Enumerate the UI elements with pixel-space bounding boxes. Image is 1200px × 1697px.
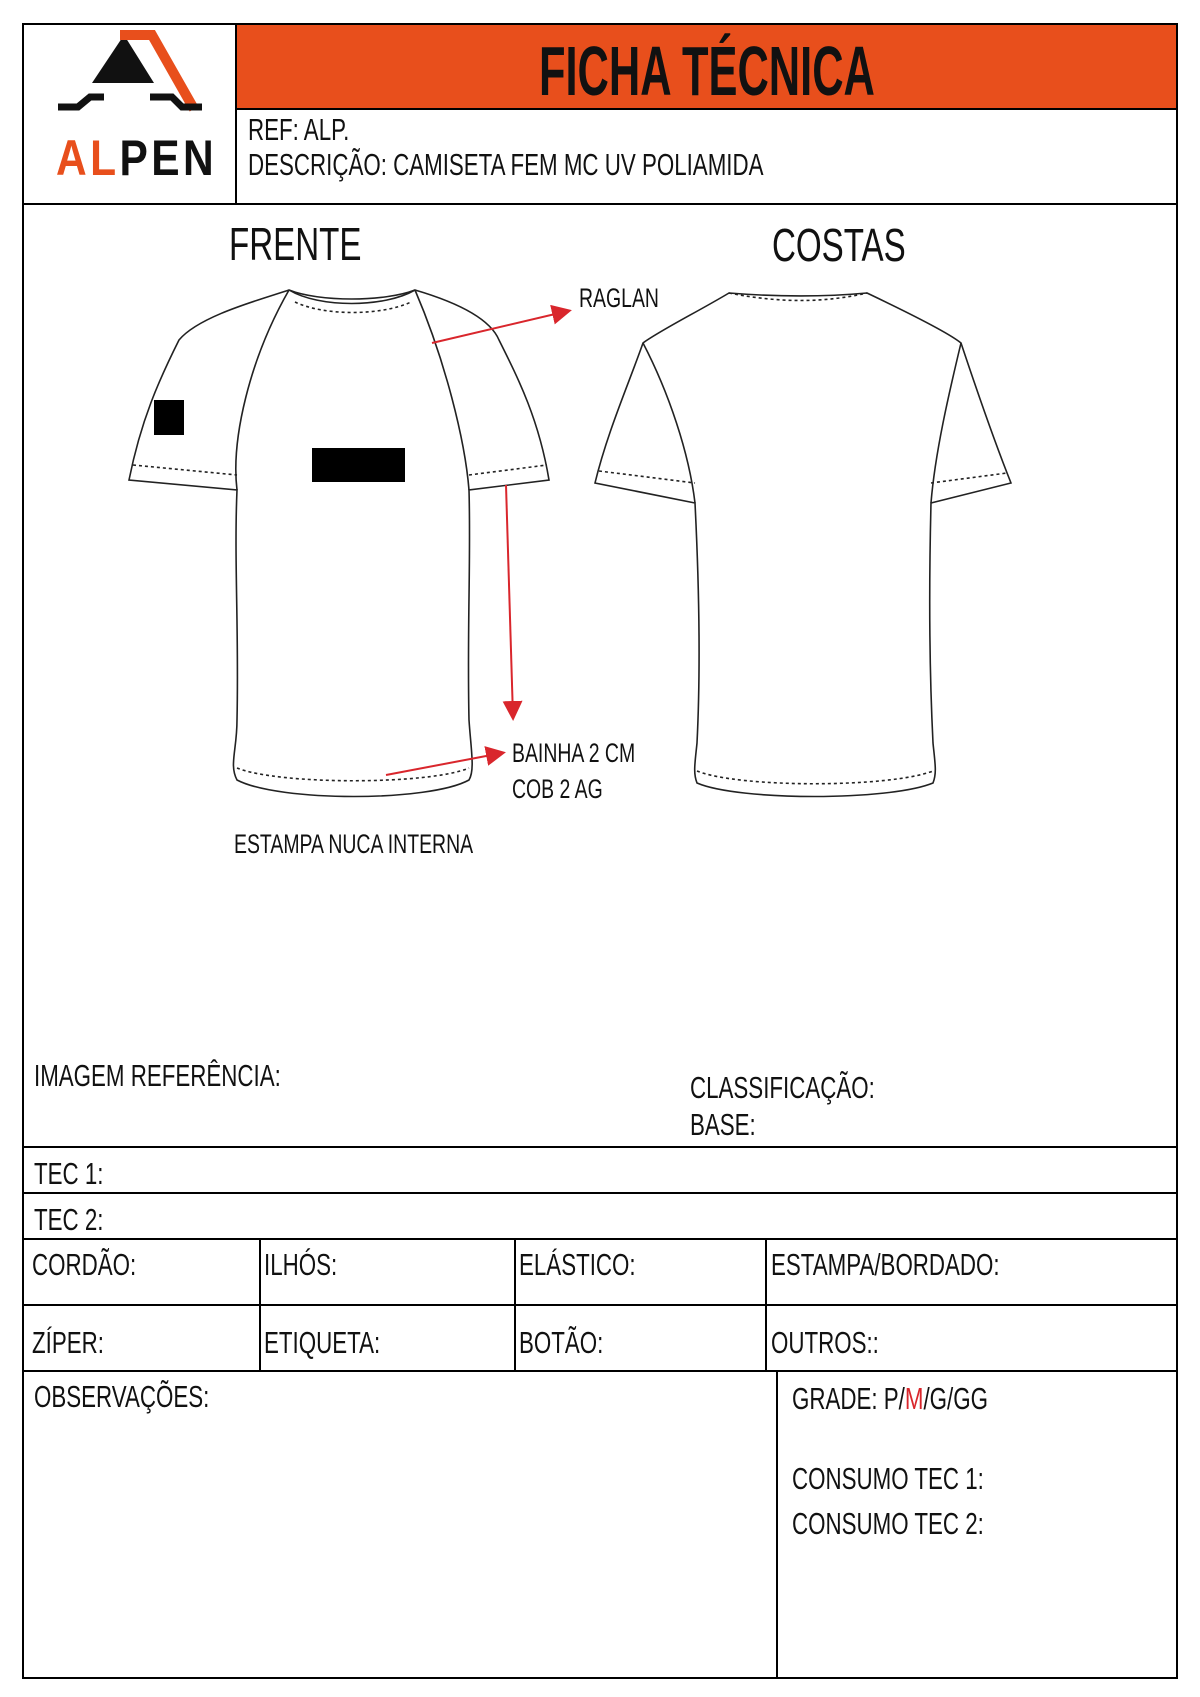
back-view-title: COSTAS [772, 219, 906, 271]
hem-body-arrow [386, 753, 502, 775]
observations-label: OBSERVAÇÕES: [34, 1379, 210, 1414]
divider-trims-row [24, 1304, 1176, 1306]
divider-tec1 [24, 1146, 1176, 1148]
elastic-field: ELÁSTICO: [519, 1247, 636, 1282]
logo-text-black: PEN [119, 130, 218, 186]
front-view-title: FRENTE [229, 218, 362, 270]
consumption-tec1: CONSUMO TEC 1: [792, 1461, 984, 1496]
tec1-label: TEC 1: [34, 1156, 104, 1191]
hem-cover-label: COB 2 AG [512, 774, 603, 804]
classification-label: CLASSIFICAÇÃO: [690, 1070, 875, 1105]
page-title: FICHA TÉCNICA [538, 32, 875, 110]
tech-sheet [22, 23, 1178, 1679]
print-embroidery-field: ESTAMPA/BORDADO: [771, 1247, 1000, 1282]
hem-sleeve-arrow [506, 485, 513, 717]
label-tag-field: ETIQUETA: [264, 1325, 381, 1360]
eyelet-field: ILHÓS: [264, 1247, 338, 1282]
zipper-field: ZÍPER: [32, 1325, 104, 1360]
hem-label: BAINHA 2 CM [512, 738, 636, 768]
base-label: BASE: [690, 1107, 756, 1142]
notes-divider [776, 1370, 778, 1679]
divider-trims [24, 1238, 1176, 1240]
size-grade: GRADE: P/M/G/GG [792, 1381, 988, 1416]
raglan-arrow [432, 311, 568, 343]
other-field: OUTROS:: [771, 1325, 879, 1360]
tec2-label: TEC 2: [34, 1202, 104, 1237]
grade-selected-size: M [904, 1381, 924, 1416]
logo-text-orange: AL [56, 130, 120, 186]
divider-tec2 [24, 1192, 1176, 1194]
cord-field: CORDÃO: [32, 1247, 137, 1282]
raglan-label: RAGLAN [579, 283, 659, 313]
button-field: BOTÃO: [519, 1325, 604, 1360]
divider-notes [24, 1370, 1176, 1372]
ref-field: REF: ALP. [248, 112, 350, 147]
reference-image-label: IMAGEM REFERÊNCIA: [34, 1058, 281, 1093]
consumption-tec2: CONSUMO TEC 2: [792, 1506, 984, 1541]
description-field: DESCRIÇÃO: CAMISETA FEM MC UV POLIAMIDA [248, 147, 764, 182]
nape-print-label: ESTAMPA NUCA INTERNA [234, 829, 474, 859]
